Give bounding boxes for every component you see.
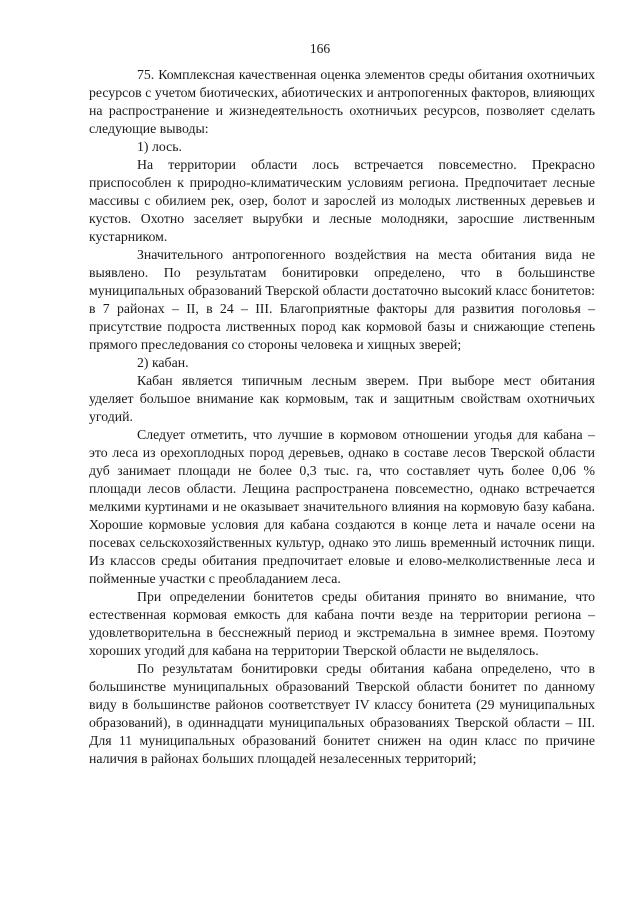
paragraph-moose-habitat: На территории области лось встречается повсеместно. Прекрасно приспособлен к природно-климатическим условиям региона. Предпочитает лесные массивы с обилием рек, озер, болот и зарослей из молодых лиственных деревьев и кустов. Охотно заселяет вырубки и лесные молодняки, заросшие лиственным кустарником. (89, 157, 595, 244)
paragraph-boar-forage: Следует отметить, что лучшие в кормовом отношении угодья для кабана – это леса из орехоплодных пород деревьев, однако в составе лесов Тверской области дуб занимает площади не более 0,3 тыс. га, что составляет чуть более 0,06 % площади лесов области. Лещина распространена повсеместно, однако встречается мелкими куртинами и не оказывает значительного влияния на кормовую базу кабана. Хорошие кормовые условия для кабана создаются в конце лета и начале осени на посевах сельскохозяйственных культур, однако это лишь временный источник пищи. Из классов среды обитания предпочитает еловые и елово-мелколиственные леса и пойменные участки с преобладанием леса. (89, 427, 595, 586)
paragraph-boar-bonitet: По результатам бонитировки среды обитания кабана определено, что в большинстве муниципальных образований Тверской области бонитет по данному виду в большинстве районов соответствует IV классу бонитета (29 муниципальных образований), в одиннадцати муниципальных образованиях Тверской области – III. Для 11 муниципальных образований бонитет снижен на один класс по причине наличия в районах больших площадей незалесенных территорий; (89, 661, 595, 766)
page-number: 166 (309, 41, 331, 56)
paragraph-boar-capacity: При определении бонитетов среды обитания принято во внимание, что естественная кормовая емкость для кабана почти везде на территории региона – удовлетворительна в бесснежный период и экстремальна в зимнее время. Поэтому хороших угодий для кабана на территории Тверской области не выделялось. (89, 589, 595, 658)
paragraph-conclusions-intro: 75. Комплексная качественная оценка элементов среды обитания охотничьих ресурсов с учетом биотических, абиотических и антропогенных факторов, влияющих на распространение и жизнедеятельность охотничьих ресурсов, позволяет сделать следующие выводы: (89, 67, 595, 136)
paragraph-boar-intro: Кабан является типичным лесным зверем. При выборе мест обитания уделяет большое внимание как кормовым, так и защитным свойствам охотничьих угодий. (89, 373, 595, 424)
document-body (89, 66, 595, 768)
paragraph-moose-bonitet: Значительного антропогенного воздействия на места обитания вида не выявлено. По результатам бонитировки определено, что в большинстве муниципальных образований Тверской области достаточно высокий класс бонитетов: в 7 районах – II, в 24 – III. Благоприятные факторы для развития поголовья – присутствие подроста лиственных пород как кормовой базы и снижающие степень прямого преследования со стороны человека и хищных зверей; (89, 247, 595, 352)
list-item-boar: 2) кабан. (137, 355, 189, 370)
list-item-moose: 1) лось. (137, 139, 182, 154)
